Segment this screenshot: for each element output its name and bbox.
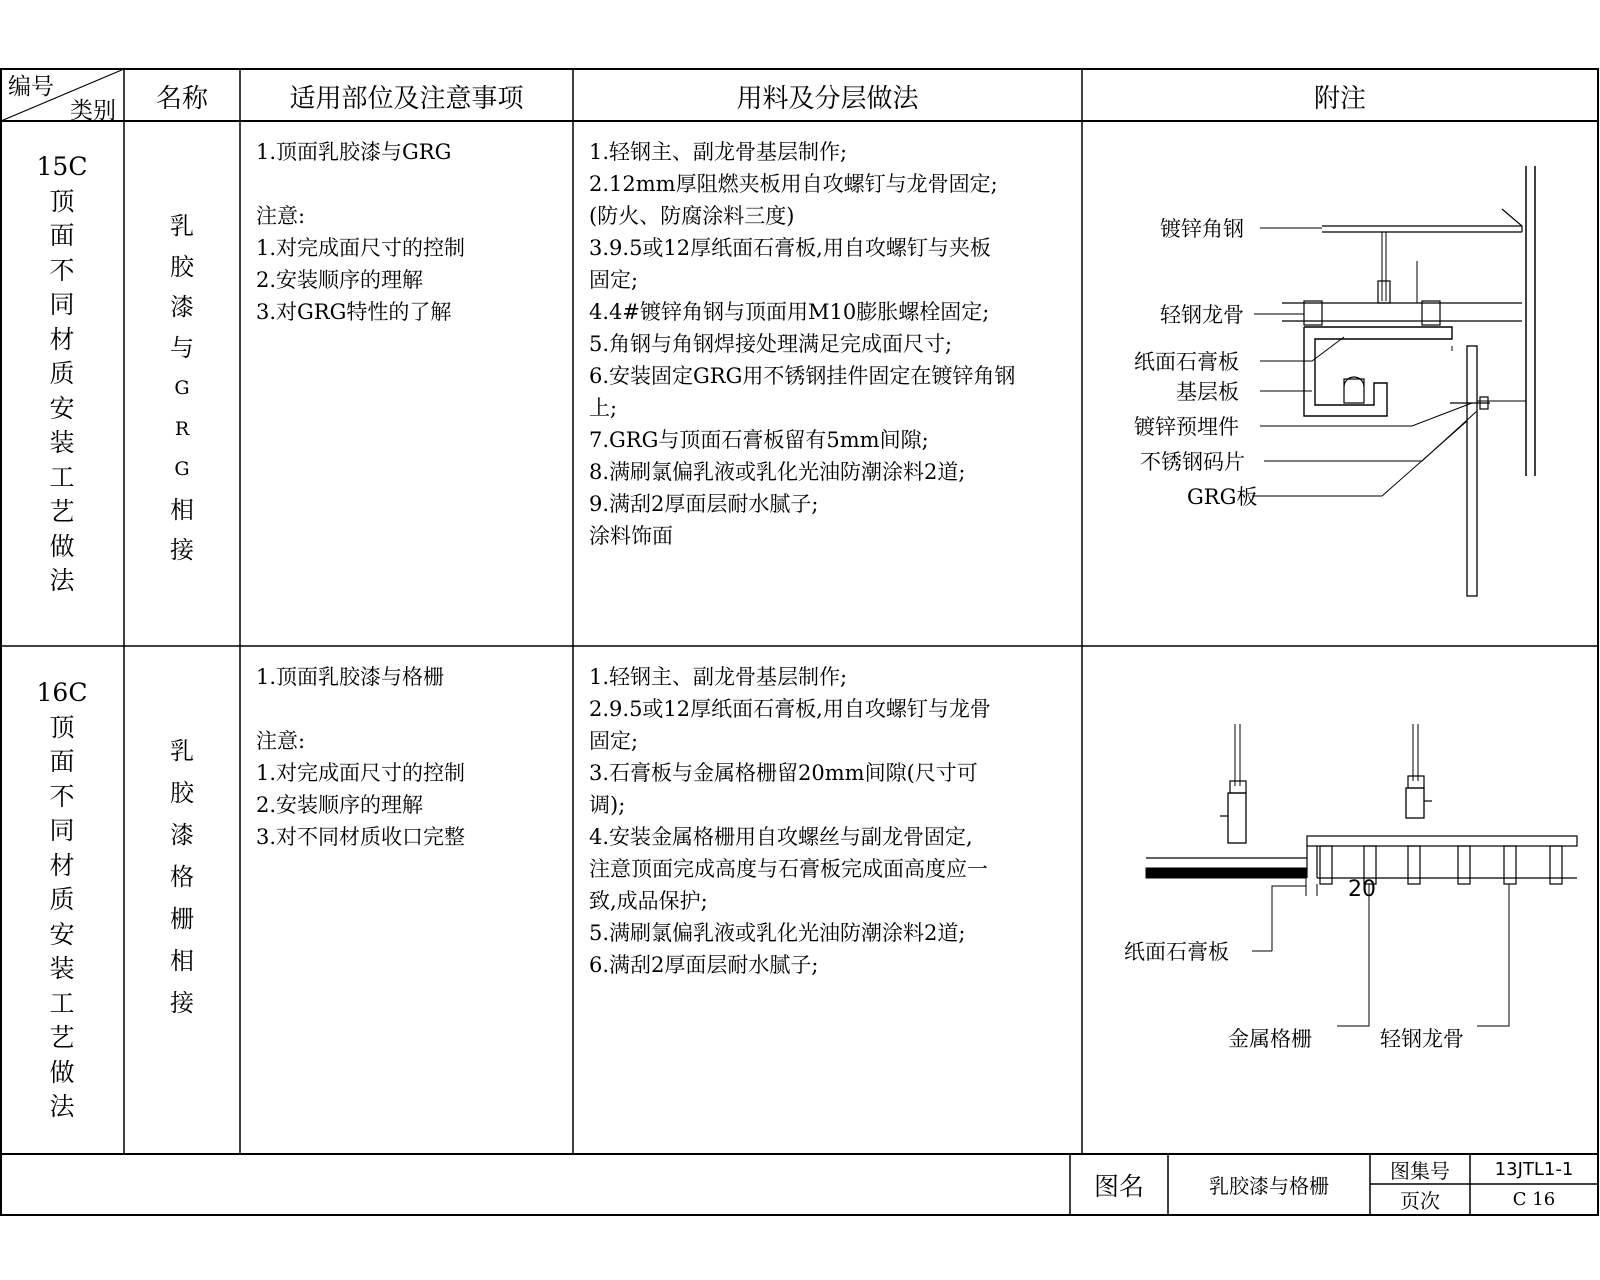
row-code: 16C <box>36 678 88 707</box>
footer-figure-name: 乳胶漆与格栅 <box>1209 1174 1329 1198</box>
footer-page-number: C 16 <box>1512 1189 1556 1210</box>
label-angle-steel: 镀锌角钢 <box>1160 217 1244 241</box>
label-grg-board: GRG板 <box>1187 485 1258 509</box>
row-16c-category: 16C 顶 面 不 同 材 质 安 装 工 艺 做 法 <box>36 678 88 1121</box>
label-base-board: 基层板 <box>1176 380 1239 404</box>
footer-figure-name-label: 图名 <box>1093 1171 1144 1201</box>
row-16c-method: 1.轻钢主、副龙骨基层制作; 2.9.5或12厚纸面石膏板,用自攻螺钉与龙骨 固定; 3.石膏板与金属格栅留20mm间隙(尺寸可 调); 4.安装金属格栅用自攻螺丝与副龙骨固定, 注意顶面完成高度与石膏板完成面高度应一 致,成品保护; 5.满刷氯偏乳液或乳化光油防潮涂料2道; 6.满刮2厚面层耐水腻子; <box>589 665 991 977</box>
label-light-keel: 轻钢龙骨 <box>1160 303 1244 327</box>
row-15c-scope: 1.顶面乳胶漆与GRG 注意: 1.对完成面尺寸的控制 2.安装顺序的理解 3.对GRG特性的了解 <box>256 140 466 324</box>
label-embedded-part: 镀锌预埋件 <box>1134 415 1239 439</box>
header-name: 名称 <box>155 83 208 114</box>
label-ss-clip: 不锈钢码片 <box>1140 450 1245 474</box>
footer-atlas-number: 13JTL1-1 <box>1494 1158 1574 1180</box>
row-16c-scope: 1.顶面乳胶漆与格栅 注意: 1.对完成面尺寸的控制 2.安装顺序的理解 3.对不同材质收口完整 <box>256 665 466 849</box>
footer-page-label: 页次 <box>1400 1189 1440 1213</box>
footer-atlas-label: 图集号 <box>1390 1158 1450 1183</box>
row-15c-name: 乳 胶 漆 与 G R G 相 接 <box>170 212 194 564</box>
ceiling-grg-detail-drawing <box>1082 121 1598 646</box>
label-gap-20: 20 <box>1348 877 1376 902</box>
header-category: 类别 <box>70 98 116 124</box>
header-note: 附注 <box>1313 83 1366 114</box>
label-gypsum-board: 纸面石膏板 <box>1134 350 1239 374</box>
row-15c-category: 15C 顶 面 不 同 材 质 安 装 工 艺 做 法 <box>36 152 88 595</box>
header-number: 编号 <box>8 74 54 100</box>
label-light-keel-2: 轻钢龙骨 <box>1380 1027 1464 1051</box>
label-gypsum-board-2: 纸面石膏板 <box>1124 940 1229 964</box>
row-16c-name: 乳 胶 漆 格 栅 相 接 <box>170 737 194 1017</box>
ceiling-grille-detail-drawing <box>1082 646 1598 1154</box>
row-15c-method: 1.轻钢主、副龙骨基层制作; 2.12mm厚阻燃夹板用自攻螺钉与龙骨固定; (防火、防腐涂料三度) 3.9.5或12厚纸面石膏板,用自攻螺钉与夹板 固定; 4.4#镀锌角钢与顶面用M10膨胀螺栓固定; 5.角钢与角钢焊接处理满足完成面尺寸; 6.安装固定GRG用不锈钢挂件固定在镀锌角钢 上; 7.GRG与顶面石膏板留有5mm间隙; 8.满刷氯偏乳液或乳化光油防潮涂料2道; 9.满刮2厚面层耐水腻子; 涂料饰面 <box>589 140 1016 548</box>
label-metal-grille: 金属格栅 <box>1228 1027 1312 1051</box>
row-code: 15C <box>36 152 88 181</box>
header-scope: 适用部位及注意事项 <box>289 83 524 114</box>
header-method: 用料及分层做法 <box>736 83 919 114</box>
